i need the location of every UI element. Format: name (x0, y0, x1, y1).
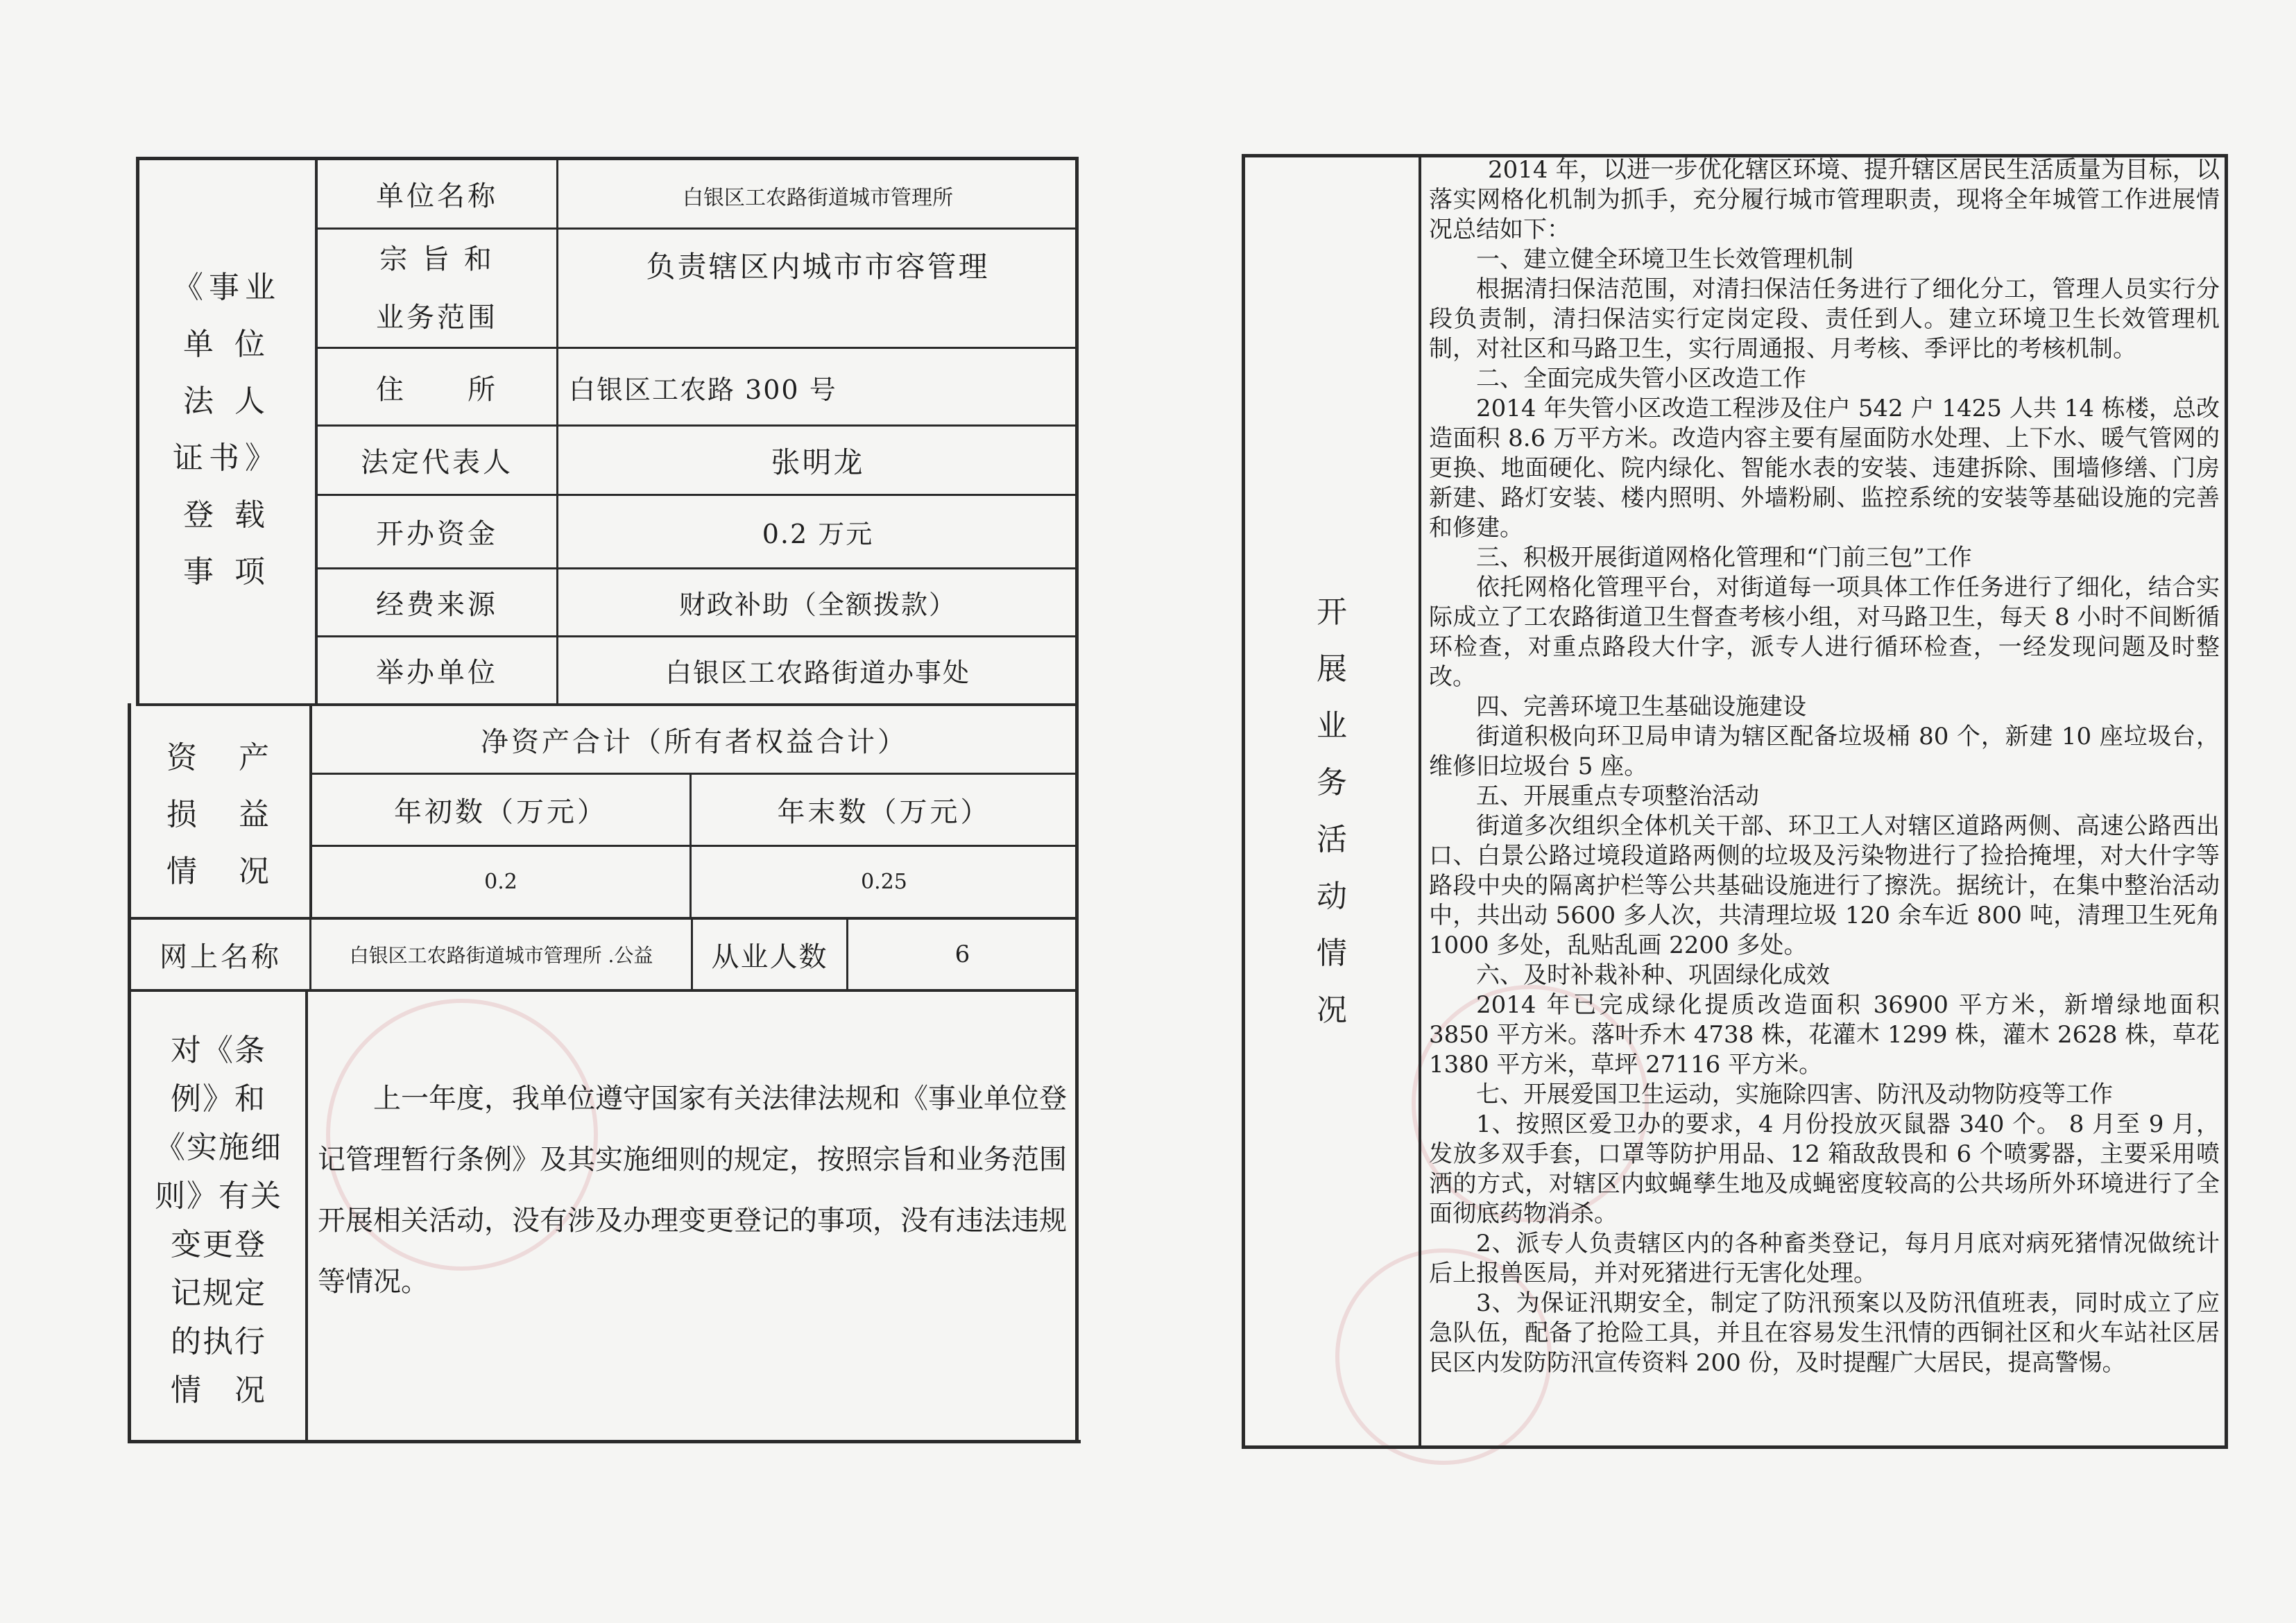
paragraph: 2、派专人负责辖区内的各种畜类登记，每月月底对病死猪情况做统计后上报兽医局，并对死猪进行无害化处理。 (1429, 1230, 2220, 1287)
section-heading: 一、建立健全环境卫生长效管理机制 (1476, 246, 1853, 273)
paragraph: 2014 年失管小区改造工程涉及住户 542 户 1425 人共 14 栋楼，总改造面积 8.6 万平方米。改造内容主要有屋面防水处理、上下水、暖气管网的更换、地面硬化、院内绿化、智能水表的安装、违建拆除、围墙修缮、门房新建、路灯安装、楼内照明、外墙粉刷、监控系统的安装等基础设施的完善和修建。 (1429, 395, 2220, 542)
paragraph: 1、按照区爱卫办的要求，4 月份投放灭鼠器 340 个。 8 月至 9 月，发放多双手套，口罩等防护用品、12 箱敌敌畏和 6 个喷雾器，主要采用喷洒的方式，对辖区内蚊蝇孳生地及成蝇密度较高的公共场所外环境进行了全面彻底药物消杀。 (1429, 1110, 2220, 1228)
unit-name-value: 白银区工农路街道城市管理所 (683, 186, 953, 210)
end-of-year-value: 0.25 (861, 870, 907, 894)
paragraph: 2014 年，以进一步优化辖区环境、提升辖区居民生活质量为目标，以落实网格化机制为抓手，充分履行城市管理职责，现将全年城管工作进展情况总结如下： (1429, 156, 2220, 243)
end-of-year-label: 年末数（万元） (777, 796, 991, 828)
section-heading: 六、及时补栽补种、巩固绿化成效 (1476, 961, 1830, 989)
section-heading: 四、完善环境卫生基础设施建设 (1476, 693, 1806, 721)
paragraph: 2014 年已完成绿化提质改造面积 36900 平方米，新增绿地面积 3850 平方米。落叶乔木 4738 株，花灌木 1299 株，灌木 2628 株，草花 1380 平方米，草坪 27116 平方米。 (1429, 991, 2220, 1079)
legal-rep-label: 法定代表人 (361, 447, 513, 479)
registration-section-header: 《事业 单 位 法 人 证书》 登 载 事 项 (173, 270, 281, 590)
section-heading: 七、开展爱国卫生运动，实施除四害、防汛及动物防疫等工作 (1476, 1081, 2113, 1108)
compliance-section-header: 对《条 例》和 《实施细 则》有关 变更登 记规定 的执行 情 况 (155, 1033, 282, 1408)
paragraph: 街道积极向环卫局申请为辖区配备垃圾桶 80 个，新建 10 座垃圾台，维修旧垃圾台 5 座。 (1429, 723, 2220, 780)
purpose-scope-label: 宗 旨 和 业务范围 (376, 243, 498, 334)
online-name-label: 网上名称 (160, 941, 282, 973)
right-page (1148, 0, 2296, 1623)
purpose-scope-value: 负责辖区内城市市容管理 (646, 250, 990, 284)
paragraph: 街道多次组织全体机关干部、环卫工人对辖区道路两侧、高速公路西出口、白景公路过境段道路两侧的垃圾及污染物进行了捡拾掩埋，对大什字等路段中央的隔离护栏等公共基础设施进行了擦洗。据统计，在集中整治活动中，共出动 5600 多人次，共清理垃圾 120 余车近 800 吨，清理卫生死角 1000 多处，乱贴乱画 2200 多处。 (1429, 812, 2220, 959)
address-value: 白银区工农路 300 号 (569, 374, 837, 405)
funding-source-value: 财政补助（全额拨款） (678, 590, 957, 620)
net-assets-title: 净资产合计（所有者权益合计） (481, 725, 908, 758)
unit-name-label: 单位名称 (376, 180, 498, 212)
paragraph: 3、为保证汛期安全，制定了防汛预案以及防汛值班表，同时成立了应急队伍，配备了抢险工具，并且在容易发生汛情的西铜社区和火车站社区居民区内发防防汛宣传资料 200 份，及时提醒广大居民，提高警惕。 (1429, 1289, 2220, 1377)
paragraph: 根据清扫保洁范围，对清扫保洁任务进行了细化分工，管理人员实行分段负责制，清扫保洁实行定岗定段、责任到人。建立环境卫生长效管理机制，对社区和马路卫生，实行周通报、月考核、季评比的考核机制。 (1429, 275, 2220, 363)
section-heading: 二、全面完成失管小区改造工作 (1476, 365, 1806, 393)
sponsor-label: 举办单位 (376, 657, 498, 689)
funding-source-label: 经费来源 (376, 589, 498, 621)
section-heading: 五、开展重点专项整治活动 (1476, 782, 1759, 810)
compliance-statement: 上一年度，我单位遵守国家有关法律法规和《事业单位登记管理暂行条例》及其实施细则的规定，按照宗旨和业务范围开展相关活动，没有涉及办理变更登记的事项，没有违法违规等情况。 (318, 1083, 1067, 1298)
capital-label: 开办资金 (376, 518, 498, 550)
legal-rep-value: 张明龙 (771, 445, 865, 479)
address-label: 住 所 (376, 373, 498, 406)
assets-section-header: 资 产 损 益 情 况 (166, 740, 275, 889)
business-activities-header: 开 展 业 务 活 动 情 况 (1317, 594, 1347, 1028)
staff-count-label: 从业人数 (711, 941, 828, 973)
online-name-value: 白银区工农路街道城市管理所 .公益 (349, 944, 653, 967)
staff-count-value: 6 (954, 941, 970, 968)
start-of-year-label: 年初数（万元） (394, 796, 608, 828)
sponsor-value: 白银区工农路街道办事处 (665, 658, 970, 688)
paragraph: 依托网格化管理平台，对街道每一项具体工作任务进行了细化，结合实际成立了工农路街道卫生督查考核小组，对马路卫生，每天 8 小时不间断循环检查，对重点路段大什字，派专人进行循环检查，一经发现问题及时整改。 (1429, 574, 2220, 691)
section-heading: 三、积极开展街道网格化管理和“门前三包”工作 (1476, 544, 1972, 572)
capital-value: 0.2 万元 (762, 519, 874, 549)
business-activities-text (1429, 155, 2220, 1378)
start-of-year-value: 0.2 (484, 870, 517, 894)
